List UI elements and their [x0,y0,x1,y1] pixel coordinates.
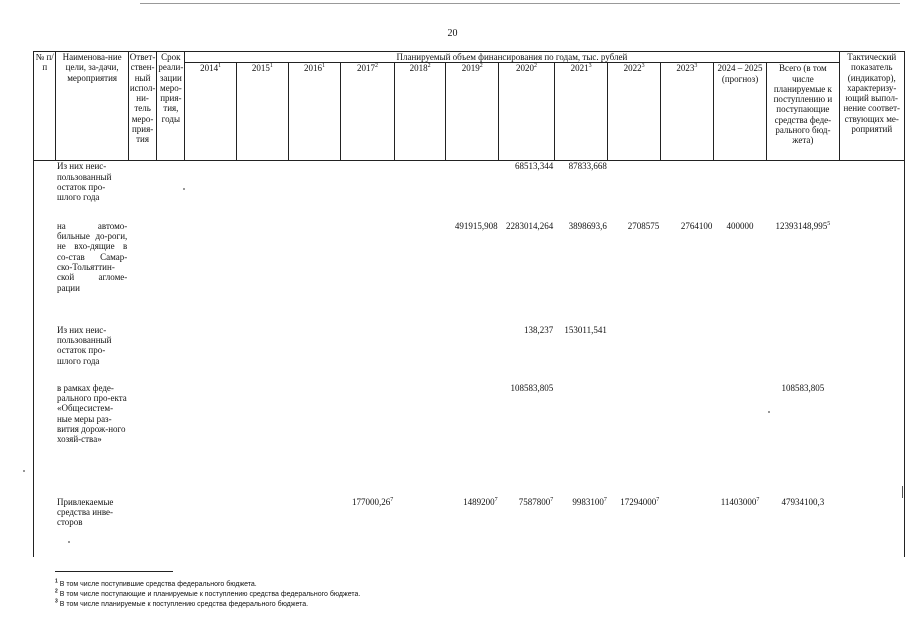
cell-value: 68513,344 [515,161,554,172]
cell-indicator [839,325,905,383]
cell-value [713,325,766,383]
cell-value: 177000,26$^7$ [352,496,394,507]
cell-value: 9983100$^7$ [572,496,607,507]
table-row [34,497,905,557]
cell-value [394,161,446,221]
cell-value [237,383,289,497]
cell-value [288,221,341,325]
footnote-rule [55,571,173,572]
cell-name: Привлекаемые средства инве-сторов [56,496,114,528]
scan-speck [768,411,770,413]
cell-value [237,161,289,221]
cell-value: 1489200$^7$ [463,496,498,507]
header-year: 2017$^2$ [341,63,395,161]
header-indicator: Тактический показатель (индикатор), характеризу-ющий выпол-нение соответ-ствующих ме-роприятий [839,52,905,161]
cell-responsible [128,221,157,325]
header-year: 2020$^2$ [499,63,555,161]
cell-num [34,325,56,383]
header-year: 2021$^3$ [554,63,608,161]
cell-num [34,497,56,557]
page-top-edge [140,3,900,4]
cell-total: 12393148,995$^5$ [775,220,831,231]
cell-value: 87833,668 [568,161,607,172]
header-period: Срок реали-зации меро-прия-тия, годы [157,52,185,161]
cell-total [767,325,839,383]
header-year: 2015$^1$ [237,63,289,161]
cell-period [157,161,185,221]
cell-value: 7587800$^7$ [518,496,554,507]
cell-period [157,383,185,497]
table-row [34,161,905,221]
cell-period [157,325,185,383]
header-planned: Планируемый объем финансирования по годам, тыс. рублей [185,52,839,63]
table-row [34,221,905,325]
cell-value [713,161,766,221]
cell-value: 138,237 [524,324,554,335]
cell-name: Из них неис-пользованный остаток про-шлого года [56,161,112,203]
header-name: Наименова-ние цели, за-дачи, мероприятия [56,52,128,161]
cell-num [34,161,56,221]
cell-indicator [839,497,905,557]
cell-value [660,383,713,497]
header-responsible: Ответ-ствен-ный испол-ни-тель меро-прия-тия [128,52,157,161]
financing-table [33,51,905,557]
cell-value [394,325,446,383]
cell-value [185,221,237,325]
cell-name: в рамках феде-рального про-екта «Общесистем-ные меры раз-вития дорож-ного хозяй-ства» [56,382,127,445]
cell-period [157,497,185,557]
cell-value: 2764100 [680,220,713,231]
cell-value [394,497,446,557]
cell-value: 3898693,6 [568,220,607,231]
cell-total [767,161,839,221]
header-year: 2022$^3$ [608,63,660,161]
footnotes [55,580,360,610]
cell-name: на автомо-бильные до-роги, не вхо-дящие в со-став Самар-ско-Тольяттин-ской агломе-рации [56,220,128,293]
scan-edge-mark [902,486,903,498]
cell-value [660,325,713,383]
footnote: $^3$ В том числе планируемые к поступлению средства федерального бюджета. [55,598,309,608]
footnote: $^2$ В том числе поступающие и планируемые к поступлению средства федерального бюджета. [55,588,361,598]
cell-value: 2283014,264 [506,220,554,231]
header-num: № п/п [34,52,56,161]
cell-value [608,383,660,497]
cell-num [34,221,56,325]
scan-speck [183,188,185,190]
cell-value [554,383,608,497]
cell-value [660,497,713,557]
footnote: $^1$ В том числе поступившие средства федерального бюджета. [55,578,257,588]
cell-value [237,497,289,557]
cell-value [288,161,341,221]
header-year: 2014$^1$ [185,63,237,161]
cell-total: 108583,805 [781,382,825,393]
cell-responsible [128,161,157,221]
cell-indicator [839,161,905,221]
cell-value [608,161,660,221]
cell-responsible [128,497,157,557]
cell-responsible [128,325,157,383]
cell-total: 47934100,3 [781,496,825,507]
cell-value: 491915,908 [454,220,498,231]
cell-value [341,383,395,497]
cell-value: 2708575 [627,220,660,231]
cell-value: 153011,541 [564,324,607,335]
header-total: Всего (в том числе планируемые к поступлению и поступающие средства феде-рального бюд-жета) [767,63,839,161]
cell-value [608,325,660,383]
cell-period [157,221,185,325]
cell-value [394,221,446,325]
cell-value [446,161,499,221]
cell-num [34,383,56,497]
cell-value [288,325,341,383]
cell-indicator [839,221,905,325]
cell-value [185,161,237,221]
cell-value [288,497,341,557]
cell-indicator [839,383,905,497]
cell-value [446,325,499,383]
cell-value [341,161,395,221]
cell-value: 400000 [726,220,754,231]
cell-value: 17294000$^7$ [620,496,660,507]
header-year: 2016$^1$ [288,63,341,161]
header-year: 2023$^3$ [660,63,713,161]
cell-value [446,383,499,497]
cell-name: Из них неис-пользованный остаток про-шлого года [56,324,112,366]
cell-value [394,383,446,497]
page-number: 20 [447,28,458,39]
cell-value [288,383,341,497]
cell-value: 108583,805 [510,382,554,393]
scan-speck [23,470,25,472]
cell-value [660,161,713,221]
header-year-forecast: 2024 – 2025 (прогноз) [713,63,766,161]
cell-value [185,497,237,557]
cell-value [185,325,237,383]
cell-value: 11403000$^7$ [720,496,760,507]
cell-value [341,221,395,325]
cell-value [237,221,289,325]
cell-value [713,383,766,497]
cell-value [185,383,237,497]
table-row [34,383,905,497]
cell-responsible [128,383,157,497]
cell-value [341,325,395,383]
table-row [34,325,905,383]
scan-speck [68,541,70,543]
cell-value [237,325,289,383]
header-year: 2018$^2$ [394,63,446,161]
header-year: 2019$^2$ [446,63,499,161]
